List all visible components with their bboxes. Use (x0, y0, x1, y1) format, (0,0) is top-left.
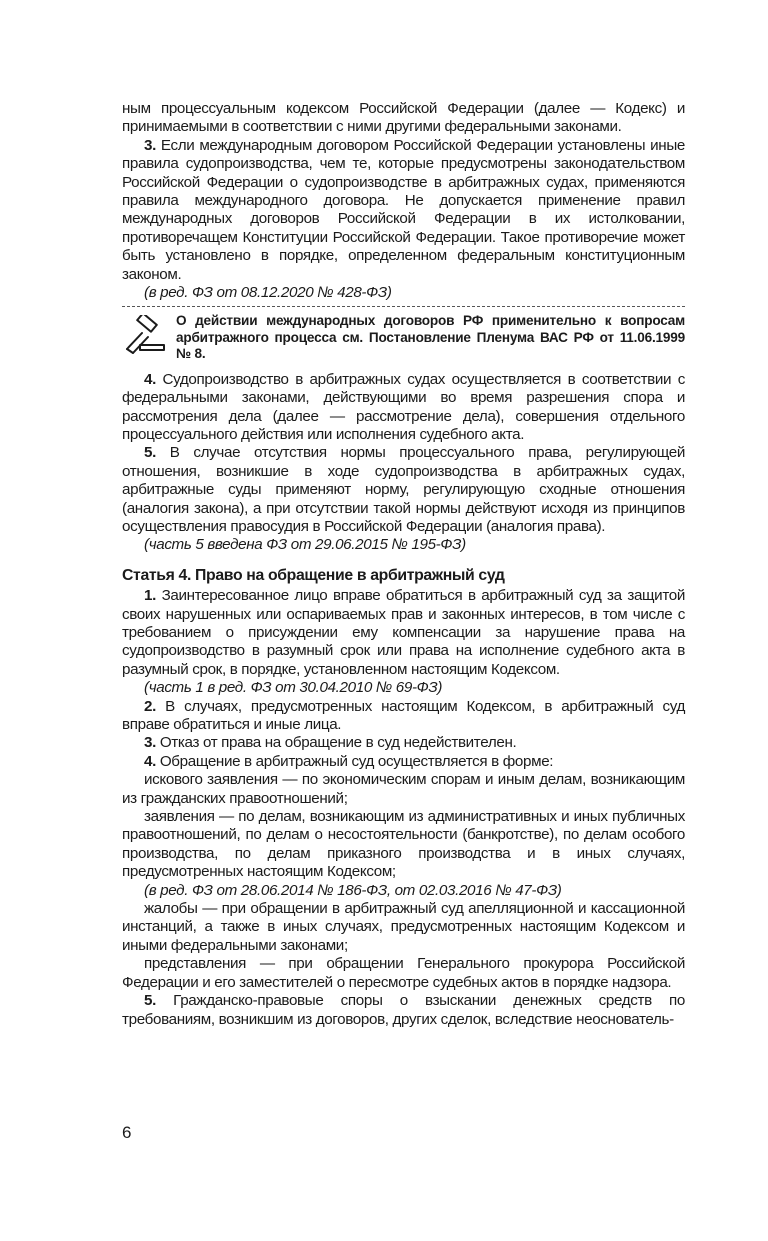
article-4-part-2-number: 2. (144, 697, 156, 715)
paragraph-4-number: 4. (144, 370, 156, 388)
article-4-part-3 (122, 734, 685, 752)
paragraph-3-number: 3. (144, 136, 156, 154)
paragraph-4 (122, 371, 685, 445)
paragraph-4-text: Судопроизводство в арбитражных судах осуществляется в соответствии с федеральными законами, действующими во время разрешения спора и рассмотрения дела (далее — рассмотрение дела), совершения отдельного процессуального действия или исполнения судебного акта. (122, 370, 685, 443)
article-4-part-3-text: Отказ от права на обращение в суд недействителен. (155, 734, 517, 752)
reference-note-text: О действии международных договоров РФ применительно к вопросам арбитражного процесса см. Постановление Пленума ВАС РФ от 11.06.1999 № 8. (176, 313, 685, 362)
page-body (122, 100, 685, 1029)
article-4-title: Статья 4. Право на обращение в арбитражный суд (122, 566, 505, 584)
edition-note-2: (часть 5 введена ФЗ от 29.06.2015 № 195-ФЗ) (144, 536, 466, 554)
paragraph-5-number: 5. (144, 444, 156, 462)
article-4-part-3-number: 3. (144, 734, 156, 752)
form-claim: искового заявления — по экономическим спорам и иным делам, возникающим из гражданских правоотношений; (122, 771, 685, 807)
paragraph-3-text: Если международным договором Российской Федерации установлены иные правила судопроизводства, чем те, которые предусмотрены законодательством Российской Федерации о судопроизводстве в арбитражных судах, применяются правила международного договора. Не допускается применение правил международных договоров Российской Федерации в их истолковании, противоречащем Конституции Российской Федерации. Такое противоречие может быть установлено в порядке, определенном федеральным конституционным законом. (122, 136, 685, 283)
paragraph-intro: ным процессуальным кодексом Российской Федерации (далее — Кодекс) и принимаемыми в соответствии с ними другими федеральными законами. (122, 100, 685, 136)
article-4-part-5-number: 5. (144, 992, 156, 1010)
article-4-part-1 (122, 587, 685, 679)
edition-note-3: (часть 1 в ред. ФЗ от 30.04.2010 № 69-ФЗ) (144, 679, 443, 697)
form-complaint: жалобы — при обращении в арбитражный суд апелляционной и кассационной инстанций, а также в иных случаях, предусмотренных настоящим Кодексом и иными федеральными законами; (122, 900, 685, 954)
form-submission: представления — при обращении Генерального прокурора Российской Федерации и его заместителей о пересмотре судебных актов в порядке надзора. (122, 955, 685, 991)
article-4-part-2-text: В случаях, предусмотренных настоящим Кодексом, в арбитражный суд вправе обратиться и иные лица. (122, 697, 685, 733)
article-4-part-1-text: Заинтересованное лицо вправе обратиться в арбитражный суд за защитой своих нарушенных или оспариваемых прав и законных интересов, в том числе с требованием о присуждении ему компенсации за нарушение права на судопроизводство в разумный срок или права на исполнение судебного акта в разумный срок, в порядке, установленном настоящим Кодексом. (122, 587, 685, 678)
paragraph-5-text: В случае отсутствия нормы процессуального права, регулирующей отношения, возникшие в ходе судопроизводства в арбитражных судах, арбитражные суды применяют норму, регулирующую сходные отношения (аналогия закона), а при отсутствии такой нормы действуют исходя из принципов осуществления правосудия в Российской Федерации (аналогия права). (122, 444, 685, 535)
reference-note-box (122, 306, 685, 366)
edition-note-1: (в ред. ФЗ от 08.12.2020 № 428-ФЗ) (144, 284, 392, 302)
article-4-part-5-text: Гражданско-правовые споры о взыскании денежных средств по требованиям, возникшим из договоров, других сделок, вследствие неоснователь- (122, 992, 685, 1028)
page-number: 6 (122, 1123, 132, 1142)
gavel-icon (122, 315, 168, 355)
article-4-part-4-number: 4. (144, 752, 156, 770)
paragraph-3 (122, 137, 685, 284)
article-4-part-4 (122, 753, 685, 771)
edition-note-4: (в ред. ФЗ от 28.06.2014 № 186-ФЗ, от 02.03.2016 № 47-ФЗ) (144, 881, 562, 899)
paragraph-5 (122, 444, 685, 536)
article-4-part-1-number: 1. (144, 587, 156, 605)
article-4-part-2 (122, 698, 685, 735)
form-statement: заявления — по делам, возникающим из административных и иных публичных правоотношений, по делам о несостоятельности (банкротстве), по делам особого производства, по делам приказного производства и в иных случаях, предусмотренных настоящим Кодексом; (122, 808, 685, 881)
article-4-part-5 (122, 992, 685, 1029)
article-4-part-4-text: Обращение в арбитражный суд осуществляется в форме: (155, 752, 554, 770)
